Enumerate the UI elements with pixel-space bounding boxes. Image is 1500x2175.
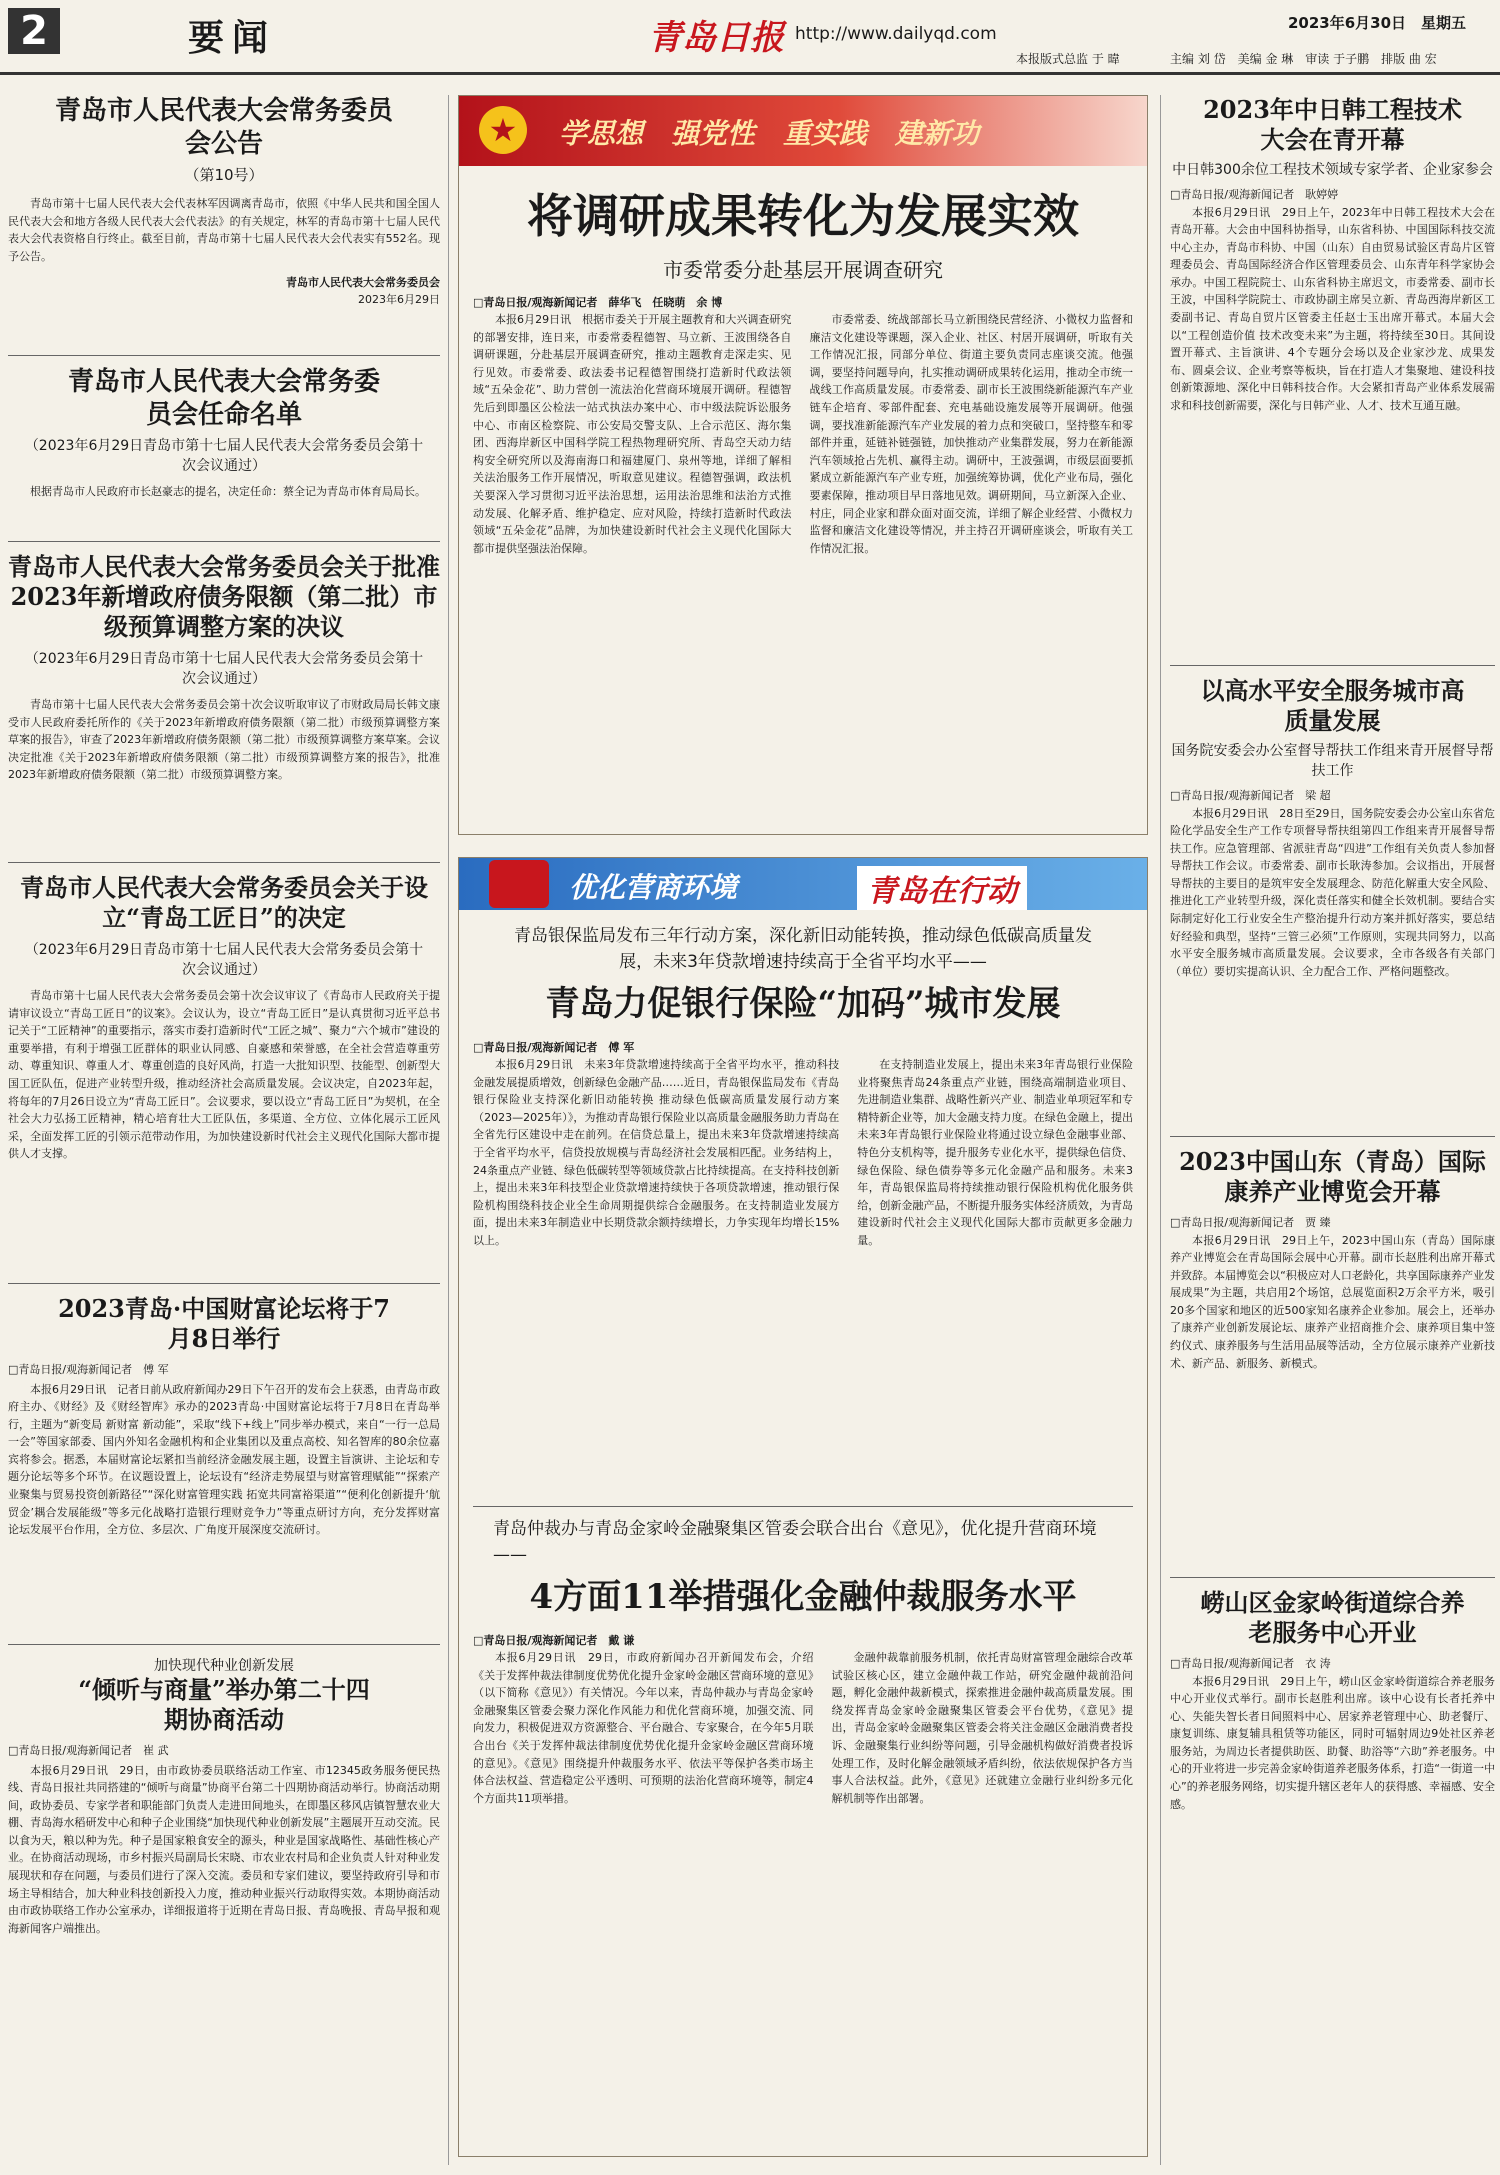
article-appointment [8, 366, 440, 531]
column-divider [448, 95, 449, 2165]
article-body: 本报6月29日讯 未来3年贷款增速持续高于全省平均水平，推动科技金融发展提质增效，创新绿色金融产品……近日，青岛银保监局发布《青岛银行保险业支持深化新旧动能转换 推动绿色低碳高质量发展行动方案（2023—2025年）》，为推动青岛银行保险业以高质量金融服务助力青岛在全省先行区建设中走在前列。在信贷总量上，提出未来3年贷款增速持续高于全省平均水平，信贷投放规模与青岛经济社会发展相匹配。业务结构上，24条重点产业链、绿色低碳转型等领域贷款占比持续提高。在支持科技创新上，提出未来3年科技型企业贷款增速持续快于各项贷款增速，推动银行保险机构围绕科技企业全生命周期提供综合金融服务。在支持制造业发展方面，提出未来3年制造业中长期贷款余额持续增长，力争实现年均增长15%以上。 [473, 1058, 840, 1247]
signature-date: 2023年6月29日 [358, 292, 440, 306]
divider [8, 541, 440, 542]
article-safety [1170, 676, 1495, 1126]
headline: 青岛市人民代表大会常务委员会关于设立“青岛工匠日”的决定 [20, 873, 428, 932]
article-body: 本报6月29日讯 记者日前从政府新闻办29日下午召开的发布会上获悉，由青岛市政府主办、《财经》及《财经智库》承办的2023青岛·中国财富论坛将于7月8日在青岛举行，主题为“新变局 新财富 新动能”，采取“线下+线上”同步举办模式，来自“一行一总局一会”等国家部委、国内外知名金融机构和企业集团以及重点高校、知名智库的80余位嘉宾将参会。据悉，本届财富论坛紧扣当前经济金融发展主题，设置主旨演讲、主论坛和专题分论坛等多个环节。在议题设置上，论坛设有“经济走势展望与财富管理赋能”“探索产业聚集与贸易投资创新路径”“深化财富管理实践 拓宽共同富裕渠道”“便利化创新提升‘航贸金’耦合发展能级”等多元化战略打造银行理财竞争力”等重点研讨方向，充分发挥财富论坛发展平台作用，全方位、多层次、广角度开展深度交流研讨。 [8, 1382, 440, 1537]
divider [8, 862, 440, 863]
subtitle: （2023年6月29日青岛市第十七届人民代表大会常务委员会第十次会议通过） [24, 942, 424, 978]
subtitle: （2023年6月29日青岛市第十七届人民代表大会常务委员会第十次会议通过） [24, 438, 424, 474]
article-body: 本报6月29日讯 29日，由市政协委员联络活动工作室、市12345政务服务便民热线、青岛日报社共同搭建的“倾听与商量”协商平台第二十四期协商活动举行。协商活动期间，政协委员、专家学者和职能部门负责人走进田间地头，在即墨区移风店镇智慧农业大棚、青岛海水稻研发中心和种子企业围绕“加快现代种业创新发展”主题展开互动交流。民以食为天，粮以种为先。种子是国家粮食安全的源头，种业是国家战略性、基础性核心产业。在协商活动现场，市乡村振兴局副局长宋晓、市农业农村局和企业负责人针对种业发展现状和存在问题，与委员们进行了深入交流。委员和专家们建议，要坚持政府引导和市场主导相结合，加大种业科技创新投入力度，推动种业振兴行动取得实效。本期协商活动由市政协联络工作办公室承办，详细报道将于近期在青岛日报、青岛晚报、青岛早报和观海新闻客户端推出。 [8, 1763, 440, 1935]
article-consultation [8, 1655, 440, 1937]
theme-banner [459, 96, 1147, 166]
newspaper-logo: 青岛日报 [648, 18, 784, 58]
article-body: 在支持制造业发展上，提出未来3年青岛银行业保险业将聚焦青岛24条重点产业链，围绕高端制造业项目、先进制造业集群、战略性新兴产业、制造业单项冠军和专精特新企业等，加大金融支持力度。在绿色金融上，提出未来3年青岛银行业保险业将通过设立绿色金融事业部、特色分支机构等，提升服务专业化水平，提供绿色信贷、绿色保险、绿色债券等多元化金融产品和服务。未来3年，青岛银保监局将持续推动银行保险机构优化服务供给，创新金融产品，不断提升服务实体经济质效，为青岛建设新时代社会主义现代化国际大都市贡献更多金融力量。 [857, 1058, 1133, 1247]
signature: 青岛市人民代表大会常务委员会 [286, 276, 440, 290]
lead-subtitle: 市委常委分赴基层开展调查研究 [663, 257, 943, 282]
headline: 青岛市人民代表大会常务委员会任命名单 [67, 367, 380, 430]
party-emblem-icon: ★ [479, 106, 527, 154]
article-budget-resolution [8, 552, 440, 852]
kicker: 青岛仲裁办与青岛金家岭金融聚集区管委会联合出台《意见》，优化提升营商环境—— [493, 1519, 1097, 1565]
banner-brand: 青岛在行动 [857, 866, 1027, 910]
right-column [1170, 95, 1495, 1813]
kicker: 加快现代种业创新发展 [154, 1658, 294, 1674]
article-craftsman-day [8, 873, 440, 1273]
layout-director: 本报版式总监 于 暐 [1016, 52, 1120, 66]
left-column [8, 95, 440, 1937]
divider [1170, 665, 1495, 666]
article-body: 本报6月29日讯 29日上午，2023中国山东（青岛）国际康养产业博览会在青岛国际会展中心开幕。副市长赵胜利出席开幕式并致辞。本届博览会以“积极应对人口老龄化，共享国际康养产业发展成果”为主题，共启用2个场馆，总展览面积2万余平方米，吸引20多个国家和地区的近500家知名康养企业参加。展会上，还举办了康养产业创新发展论坛、康养产业招商推介会、康养项目集中签约仪式、康养服务与生活用品展等活动，全方位展示康养产业新技术、新产品、新服务、新模式。 [1170, 1233, 1495, 1370]
headline: 崂山区金家岭街道综合养老服务中心开业 [1200, 1588, 1465, 1647]
article-body: 本报6月29日讯 根据市委关于开展主题教育和大兴调查研究的部署安排，连日来，市委常委程德智、马立新、王波围绕各自调研课题，分赴基层开展调查研究，推动主题教育走深走实、见行见效。市委常委、政法委书记程德智围绕打造新时代政法领域“五朵金花”、助力营创一流法治化营商环境展开调研。程德智先后到即墨区公检法一站式执法办案中心、市中级法院诉讼服务中心、市南区检察院、市公安局交警支队、上合示范区、海尔集团、西海岸新区中国科学院工程热物理研究所、青岛空天动力结构安全研究所以及海南海口和福建厦门、泉州等地，详细了解相关法治服务工作开展情况，听取意见建议。程德智强调，政法机关要深入学习贯彻习近平法治思想，运用法治思维和法治方式推动发展、化解矛盾、维护稳定、应对风险，持续打造新时代政法领域“五朵金花”品牌，为加快建设新时代社会主义现代化国际大都市提供坚强法治保障。 [473, 313, 792, 555]
article-cjk-engineering [1170, 95, 1495, 655]
divider [473, 1506, 1133, 1507]
banner-label: 优化营商环境 [569, 871, 738, 904]
article-body: 青岛市第十七届人民代表大会代表林军因调离青岛市，依照《中华人民共和国全国人民代表大会和地方各级人民代表大会代表法》的有关规定，林军的青岛市第十七届人民代表大会代表资格自行终止。截至目前，青岛市第十七届人民代表大会代表实有552名。现予公告。 [8, 197, 440, 263]
article-body: 本报6月29日讯 29日，市政府新闻办召开新闻发布会，介绍《关于发挥仲裁法律制度优势优化提升金家岭金融区营商环境的意见》（以下简称《意见》）有关情况。今年以来，青岛仲裁办与青岛金家岭金融聚集区管委会聚力深化作风能力和优化营商环境，加强交流、同向发力，积极促进双方资源整合、平台融合、专家聚合，在今年5月联合出台《关于发挥仲裁法律制度优势优化提升金家岭金融区营商环境的意见》。《意见》围绕提升仲裁服务水平、依法平等保护各类市场主体合法权益、营造稳定公平透明、可预期的法治化营商环境等，制定4个方面共11项举措。 [473, 1651, 814, 1805]
subtitle: 中日韩300余位工程技术领域专家学者、企业家参会 [1172, 162, 1493, 178]
section-name: 要闻 [188, 17, 277, 59]
headline: “倾听与商量”举办第二十四期协商活动 [78, 1675, 370, 1734]
announcement-number: （第10号） [184, 166, 264, 184]
headline: 青岛市人民代表大会常务委员会公告 [54, 96, 393, 159]
article-elderly-care [1170, 1588, 1495, 1813]
article-body: 青岛市第十七届人民代表大会常务委员会第十次会议听取审议了市财政局局长韩文康受市人民政府委托所作的《关于2023年新增政府债务限额（第二批）市级预算调整方案草案的报告》，审查了2023年新增政府债务限额（第二批）市级预算调整方案草案。会议决定批准《关于2023年新增政府债务限额（第二批）市级预算调整方案的报告》，批准2023年新增政府债务限额（第二批）市级预算调整方案。 [8, 698, 440, 782]
article-announcement [8, 95, 440, 345]
article-health-expo [1170, 1147, 1495, 1567]
byline: □青岛日报/观海新闻记者 耿婷婷 [1170, 188, 1339, 201]
headline: 以高水平安全服务城市高质量发展 [1200, 676, 1465, 735]
byline: □青岛日报/观海新闻记者 戴 谦 [473, 1633, 635, 1647]
divider [1170, 1577, 1495, 1578]
headline: 2023中国山东（青岛）国际康养产业博览会开幕 [1179, 1147, 1486, 1206]
business-environment-box [458, 857, 1148, 2157]
lead-headline: 将调研成果转化为发展实效 [527, 189, 1079, 243]
article-body: 根据青岛市人民政府市长赵豪志的提名，决定任命：蔡全记为青岛市体育局局长。 [30, 485, 426, 498]
city-landmark-icon [489, 860, 549, 908]
headline: 2023年中日韩工程技术大会在青开幕 [1203, 95, 1462, 154]
byline: □青岛日报/观海新闻记者 崔 武 [8, 1744, 169, 1757]
banner-slogan: 学思想 强党性 重实践 建新功 [559, 117, 980, 150]
subtitle: （2023年6月29日青岛市第十七届人民代表大会常务委员会第十次会议通过） [24, 651, 424, 687]
divider [8, 1283, 440, 1284]
byline: □青岛日报/观海新闻记者 梁 超 [1170, 789, 1331, 802]
headline: 青岛力促银行保险“加码”城市发展 [545, 984, 1061, 1024]
business-environment-banner [459, 858, 1147, 910]
headline: 4方面11举措强化金融仲裁服务水平 [529, 1577, 1077, 1617]
article-body: 市委常委、统战部部长马立新围绕民营经济、小微权力监督和廉洁文化建设等课题，深入企业、社区、村居开展调研，听取有关工作情况汇报，同部分单位、街道主要负责同志座谈交流。他强调，要坚持问题导向，扎实推动调研成果转化运用，推动全市统一战线工作高质量发展。市委常委、副市长王波围绕新能源汽车产业链车企培育、零部件配套、充电基础设施发展等开展调研。他强调，要找准新能源汽车产业发展的着力点和突破口，坚持整车和零部件并重，延链补链强链，加快推动产业集群发展，努力在新能源汽车领域抢占先机、赢得主动。调研中，王波强调，市级层面要抓紧成立新能源汽车产业专班，加强统筹协调，优化产业布局，强化要素保障，推动项目早日落地见效。调研期间，马立新深入企业、村庄，同企业家和群众面对面交流，详细了解企业经营、小微权力监督和廉洁文化建设等情况，并主持召开调研座谈会，听取有关工作情况汇报。 [809, 313, 1133, 555]
byline: □青岛日报/观海新闻记者 傅 军 [8, 1363, 169, 1376]
page-number: 2 [8, 8, 60, 54]
byline: □青岛日报/观海新闻记者 薛华飞 任晓萌 余 博 [473, 295, 723, 309]
site-url[interactable]: http://www.dailyqd.com [795, 24, 997, 44]
middle-column [458, 95, 1148, 2157]
issue-date: 2023年6月30日 星期五 [1288, 14, 1467, 32]
article-body: 本报6月29日讯 29日上午，崂山区金家岭街道综合养老服务中心开业仪式举行。副市长赵胜利出席。该中心设有长者托养中心、失能失智长者日间照料中心、居家养老管理中心、助老餐厅、康复训练、康复辅具租赁等功能区，同时可辐射周边9处社区养老服务站，为周边长者提供助医、助餐、助浴等“六助”养老服务。中心的开业将进一步完善金家岭街道养老服务体系，打造“一街道一中心”的养老服务网络，切实提升辖区老年人的获得感、幸福感、安全感。 [1170, 1674, 1495, 1811]
header-rule [0, 72, 1500, 75]
article-body: 金融仲裁靠前服务机制，依托青岛财富管理金融综合改革试验区核心区，建立金融仲裁工作站，研究金融仲裁前沿问题，孵化金融仲裁新模式，探索推进金融仲裁高质量发展。围绕发挥青岛金家岭金融聚集区管委会平台优势，《意见》提出，青岛金家岭金融聚集区管委会将关注金融区金融消费者投诉、金融聚集行业纠纷等问题，引导金融机构做好消费者投诉处理工作，及时化解金融领域矛盾纠纷，依法依规保护各方当事人合法权益。此外，《意见》还就建立金融行业纠纷多元化解机制等作出部署。 [831, 1651, 1133, 1805]
article-wealth-forum [8, 1294, 440, 1634]
byline: □青岛日报/观海新闻记者 衣 涛 [1170, 1657, 1331, 1670]
divider [1170, 1136, 1495, 1137]
editor-credits: 主编 刘 岱 美编 金 琳 审读 于子鹏 排版 曲 宏 [1170, 52, 1437, 66]
masthead [0, 0, 1500, 75]
kicker: 青岛银保监局发布三年行动方案，深化新旧动能转换，推动绿色低碳高质量发展，未来3年贷款增速持续高于全省平均水平—— [514, 926, 1092, 972]
byline: □青岛日报/观海新闻记者 傅 军 [473, 1040, 635, 1054]
article-body: 青岛市第十七届人民代表大会常务委员会第十次会议审议了《青岛市人民政府关于提请审议设立“青岛工匠日”的议案》。会议认为，设立“青岛工匠日”是认真贯彻习近平总书记关于“工匠精神”的重要指示，落实市委打造新时代“工匠之城”、聚力“六个城市”建设的重要举措，有利于增强工匠群体的职业认同感、自豪感和荣誉感，在全社会营造尊重劳动、尊重知识、尊重人才、尊重创造的良好风尚，打造一大批知识型、技能型、创新型大国工匠队伍，促进产业转型升级，推动经济社会高质量发展。会议决定，自2023年起，将每年的7月26日设立为“青岛工匠日”。会议要求，要以设立“青岛工匠日”为契机，在全社会大力弘扬工匠精神，精心培育壮大工匠队伍，多渠道、全方位、立体化展示工匠风采，全面发挥工匠的引领示范带动作用，为加快建设新时代社会主义现代化国际大都市提供人才支撑。 [8, 989, 440, 1161]
headline: 2023青岛·中国财富论坛将于7月8日举行 [58, 1294, 390, 1353]
divider [8, 1644, 440, 1645]
divider [8, 355, 440, 356]
article-body: 本报6月29日讯 29日上午，2023年中日韩工程技术大会在青岛开幕。大会由中国科协指导，山东省科协、中国国际科技交流中心主办，青岛市科协、中国（山东）自由贸易试验区青岛片区管理委员会、青岛国际经济合作区管理委员会、山东青年科学家协会承办。中国工程院院士、山东省科协主席迟文，市委常委、副市长王波，中国科学院院士、市政协副主席吴立新、青岛西海岸新区工委副书记、青岛自贸片区管委主任赵士玉出席开幕式。本届大会以“工程创造价值 技术改变未来”为主题，将持续至30日。其间设置开幕式、主旨演讲、4个专题分会场以及企业家沙龙、成果发布、圆桌会议、企业考察等板块，旨在打造人才集聚地、建设科技创新策源地、深化中日韩科技合作。大会紧扣青岛产业体系发展需求和科技创新需要，深化与日韩产业、人才、技术互通互融。 [1170, 205, 1495, 413]
byline: □青岛日报/观海新闻记者 贾 臻 [1170, 1216, 1331, 1229]
subtitle: 国务院安委会办公室督导帮扶工作组来青开展督导帮扶工作 [1171, 743, 1494, 779]
lead-story-box [458, 95, 1148, 835]
headline: 青岛市人民代表大会常务委员会关于批准2023年新增政府债务限额（第二批）市级预算调整方案的决议 [8, 552, 440, 641]
article-body: 本报6月29日讯 28日至29日，国务院安委会办公室山东省危险化学品安全生产工作专项督导帮扶组第四工作组来青开展督导帮扶工作。应急管理部、省派驻青岛“四进”工作组有关负责人参加督导帮扶工作会议。市委常委、副市长耿涛参加。会议指出，开展督导帮扶的主要目的是筑牢安全发展理念、防范化解重大安全风险、推进化工产业转型升级，深化责任落实和健全长效机制。要结合实际制定好化工行业安全生产整治提升行动方案并抓好落实，要总结好经验和典型，坚持“三管三必须”工作原则，实现共同努力，以高水平安全服务城市高质量发展。会议要求，全市各级各有关部门（单位）要切实提高认识、全力配合工作、严格问题整改。 [1170, 806, 1495, 978]
column-divider [1160, 95, 1161, 2165]
